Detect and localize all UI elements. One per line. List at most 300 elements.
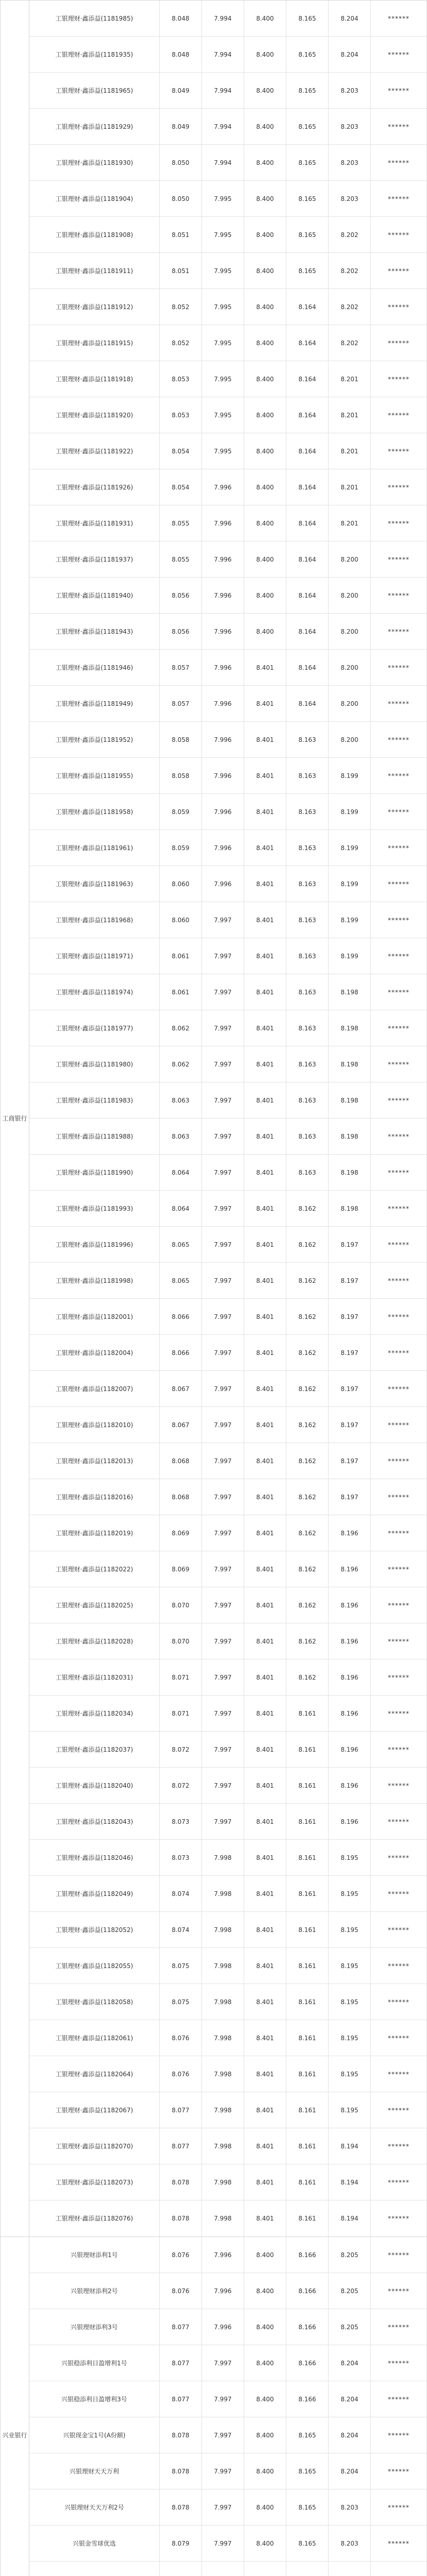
masked-value-cell: ****** [371,253,427,289]
value-cell-4: 8.161 [286,1732,329,1767]
product-name-cell: 工银理财·鑫添益(1181955) [29,758,160,793]
table-row [29,1046,427,1082]
masked-value-cell: ****** [371,1732,427,1767]
value-cell-5: 8.204 [329,2453,371,2489]
masked-value-cell: ****** [371,2164,427,2200]
value-cell-4: 8.164 [286,397,329,433]
table-row [29,1407,427,1443]
value-cell-4: 8.163 [286,722,329,757]
value-cell-5: 8.203 [329,181,371,216]
value-cell-3: 8.401 [244,1118,286,1154]
value-cell-1: 8.069 [160,1551,202,1587]
value-cell-3: 8.401 [244,1479,286,1515]
product-name-cell: 工银理财·鑫添益(1182013) [29,1443,160,1479]
value-cell-4: 8.163 [286,758,329,793]
value-cell-1: 8.065 [160,1263,202,1298]
product-name-cell: 兴银理财添利2号 [29,2273,160,2309]
value-cell-1: 8.070 [160,1623,202,1659]
masked-value-cell: ****** [371,1948,427,1984]
masked-value-cell: ****** [371,2309,427,2345]
value-cell-5: 8.199 [329,902,371,938]
value-cell-4: 8.166 [286,2345,329,2381]
value-cell-2: 7.997 [202,1046,244,1082]
masked-value-cell: ****** [371,1551,427,1587]
table-row [29,1804,427,1840]
value-cell-3: 8.401 [244,1263,286,1298]
value-cell-2: 7.995 [202,289,244,325]
value-cell-4 [286,2562,329,2576]
value-cell-1: 8.069 [160,1515,202,1551]
value-cell-3: 8.400 [244,2417,286,2453]
table-row [29,1876,427,1912]
table-row [29,469,427,505]
value-cell-5: 8.200 [329,614,371,649]
value-cell-4: 8.161 [286,2164,329,2200]
product-name-cell: 工银理财·鑫添益(1182076) [29,2200,160,2236]
table-row [29,1335,427,1371]
group-label: 兴业银行 [1,2237,29,2576]
value-cell-1: 8.053 [160,361,202,397]
value-cell-3: 8.400 [244,1,286,36]
value-cell-4: 8.162 [286,1587,329,1623]
product-name-cell: 工银理财·鑫添益(1181977) [29,1010,160,1046]
masked-value-cell: ****** [371,2453,427,2489]
table-row [29,722,427,758]
product-name-cell: 工银理财·鑫添益(1181993) [29,1191,160,1226]
value-cell-2: 7.997 [202,1371,244,1406]
masked-value-cell: ****** [371,830,427,866]
value-cell-1: 8.076 [160,2020,202,2056]
value-cell-5: 8.202 [329,325,371,361]
table-row [29,830,427,866]
value-cell-1: 8.052 [160,325,202,361]
table-row [29,1191,427,1227]
masked-value-cell: ****** [371,1046,427,1082]
product-name-cell: 工银理财·鑫添益(1182046) [29,1840,160,1875]
masked-value-cell: ****** [371,1,427,36]
masked-value-cell: ****** [371,794,427,829]
table-row [29,902,427,938]
value-cell-4: 8.163 [286,902,329,938]
table-row [29,758,427,794]
masked-value-cell: ****** [371,1407,427,1443]
value-cell-3: 8.400 [244,505,286,541]
value-cell-2: 7.998 [202,2020,244,2056]
masked-value-cell: ****** [371,1299,427,1334]
value-cell-3: 8.401 [244,902,286,938]
value-cell-1: 8.060 [160,902,202,938]
value-cell-1: 8.057 [160,686,202,721]
masked-value-cell: ****** [371,2417,427,2453]
value-cell-4: 8.164 [286,433,329,469]
table-row [29,2200,427,2236]
value-cell-3: 8.400 [244,433,286,469]
value-cell-4: 8.164 [286,505,329,541]
value-cell-4: 8.161 [286,2200,329,2236]
value-cell-3: 8.401 [244,1046,286,1082]
value-cell-1: 8.078 [160,2489,202,2525]
masked-value-cell: ****** [371,1010,427,1046]
table-row [29,109,427,145]
value-cell-5: 8.204 [329,2417,371,2453]
value-cell-4: 8.161 [286,1804,329,1839]
value-cell-3 [244,2562,286,2576]
value-cell-5: 8.194 [329,2200,371,2236]
product-name-cell: 工银理财·鑫添益(1181908) [29,217,160,252]
value-cell-3: 8.400 [244,181,286,216]
table-row [29,1263,427,1299]
table-row [29,2128,427,2164]
value-cell-2: 7.995 [202,361,244,397]
product-name-cell: 工银理财·鑫添益(1181988) [29,1118,160,1154]
value-cell-2: 7.996 [202,830,244,866]
value-cell-1: 8.048 [160,1,202,36]
value-cell-1: 8.070 [160,1587,202,1623]
value-cell-5: 8.200 [329,578,371,613]
table-row [29,145,427,181]
table-row [29,1984,427,2020]
value-cell-2: 7.995 [202,181,244,216]
value-cell-3: 8.401 [244,1659,286,1695]
value-cell-4: 8.161 [286,1876,329,1911]
value-cell-3: 8.401 [244,1912,286,1947]
value-cell-4: 8.162 [286,1191,329,1226]
value-cell-1: 8.063 [160,1082,202,1118]
value-cell-2: 7.997 [202,1768,244,1803]
value-cell-4: 8.166 [286,2381,329,2417]
product-name-cell: 工银理财·鑫添益(1181974) [29,974,160,1010]
masked-value-cell: ****** [371,433,427,469]
value-cell-1: 8.061 [160,974,202,1010]
value-cell-5 [329,2562,371,2576]
value-cell-5: 8.197 [329,1263,371,1298]
value-cell-5: 8.197 [329,1407,371,1443]
value-cell-5: 8.199 [329,830,371,866]
product-name-cell: 工银理财·鑫添益(1181915) [29,325,160,361]
value-cell-4: 8.165 [286,73,329,108]
value-cell-5: 8.196 [329,1659,371,1695]
product-name-cell: 工银理财·鑫添益(1181931) [29,505,160,541]
masked-value-cell: ****** [371,902,427,938]
value-cell-4: 8.163 [286,1010,329,1046]
table-row [29,614,427,650]
group-section [1,2237,427,2576]
value-cell-3: 8.401 [244,1082,286,1118]
value-cell-2: 7.996 [202,722,244,757]
product-name-cell: 工银理财·鑫添益(1181952) [29,722,160,757]
product-name-cell: 工银理财·鑫添益(1182040) [29,1768,160,1803]
value-cell-1: 8.068 [160,1479,202,1515]
value-cell-1: 8.076 [160,2056,202,2092]
value-cell-5: 8.203 [329,2526,371,2561]
value-cell-5: 8.196 [329,1696,371,1731]
value-cell-1: 8.066 [160,1335,202,1370]
value-cell-2: 7.996 [202,541,244,577]
value-cell-1: 8.049 [160,109,202,144]
value-cell-1: 8.067 [160,1371,202,1406]
product-name-cell: 工银理财·鑫添益(1181943) [29,614,160,649]
masked-value-cell: ****** [371,758,427,793]
value-cell-4: 8.162 [286,1335,329,1370]
masked-value-cell: ****** [371,578,427,613]
value-cell-2: 7.996 [202,505,244,541]
value-cell-5: 8.197 [329,1371,371,1406]
table-row [29,1948,427,1984]
value-cell-4: 8.166 [286,2273,329,2309]
value-cell-5: 8.195 [329,2056,371,2092]
masked-value-cell: ****** [371,109,427,144]
masked-value-cell: ****** [371,2020,427,2056]
value-cell-2: 7.996 [202,614,244,649]
value-cell-1: 8.062 [160,1046,202,1082]
value-cell-5: 8.194 [329,2128,371,2164]
value-cell-2: 7.997 [202,902,244,938]
group-rows [29,2237,427,2576]
table-row [29,1659,427,1696]
value-cell-4: 8.162 [286,1551,329,1587]
table-row [29,325,427,361]
value-cell-3: 8.400 [244,109,286,144]
value-cell-2: 7.997 [202,1082,244,1118]
value-cell-5: 8.198 [329,1118,371,1154]
table-row [29,1696,427,1732]
value-cell-1: 8.055 [160,505,202,541]
value-cell-5: 8.202 [329,217,371,252]
value-cell-1: 8.059 [160,830,202,866]
table-row [29,181,427,217]
value-cell-1: 8.064 [160,1191,202,1226]
value-cell-3: 8.401 [244,1191,286,1226]
value-cell-5: 8.198 [329,1155,371,1190]
value-cell-2: 7.996 [202,686,244,721]
table-row [29,938,427,974]
value-cell-3: 8.401 [244,1876,286,1911]
value-cell-2: 7.995 [202,217,244,252]
masked-value-cell: ****** [371,614,427,649]
product-name-cell: 工银理财·鑫添益(1182019) [29,1515,160,1551]
product-name-cell: 工银理财·鑫添益(1181930) [29,145,160,180]
value-cell-4: 8.163 [286,830,329,866]
value-cell-3: 8.400 [244,145,286,180]
product-name-cell: 工银理财·鑫添益(1182043) [29,1804,160,1839]
value-cell-5: 8.194 [329,2164,371,2200]
product-name-cell: 工银理财·鑫添益(1182070) [29,2128,160,2164]
group-label: 工商银行 [1,1,29,2236]
value-cell-4: 8.161 [286,1984,329,2020]
value-cell-5: 8.205 [329,2273,371,2309]
value-cell-3: 8.401 [244,2200,286,2236]
value-cell-2: 7.994 [202,145,244,180]
value-cell-5: 8.195 [329,2020,371,2056]
value-cell-4: 8.165 [286,2417,329,2453]
product-name-cell: 工银理财·鑫添益(1181990) [29,1155,160,1190]
value-cell-3: 8.401 [244,794,286,829]
value-cell-5: 8.197 [329,1443,371,1479]
value-cell-1: 8.066 [160,1299,202,1334]
masked-value-cell: ****** [371,1371,427,1406]
value-cell-4: 8.164 [286,578,329,613]
value-cell-5: 8.200 [329,686,371,721]
value-cell-2: 7.997 [202,2345,244,2381]
value-cell-3: 8.400 [244,2526,286,2561]
masked-value-cell: ****** [371,2237,427,2273]
value-cell-3: 8.401 [244,1299,286,1334]
value-cell-2: 7.998 [202,2056,244,2092]
value-cell-5: 8.205 [329,2309,371,2345]
table-row [29,1010,427,1046]
masked-value-cell: ****** [371,1912,427,1947]
value-cell-1: 8.077 [160,2092,202,2128]
masked-value-cell: ****** [371,1082,427,1118]
table-row [29,2562,427,2576]
masked-value-cell: ****** [371,650,427,685]
product-name-cell: 工银理财·鑫添益(1181946) [29,650,160,685]
value-cell-5: 8.199 [329,794,371,829]
value-cell-4: 8.162 [286,1371,329,1406]
value-cell-3: 8.401 [244,1443,286,1479]
table-row [29,361,427,397]
value-cell-3: 8.401 [244,2020,286,2056]
value-cell-4: 8.164 [286,541,329,577]
product-name-cell: 工银理财·鑫添益(1182061) [29,2020,160,2056]
value-cell-1: 8.071 [160,1659,202,1695]
table-row [29,1371,427,1407]
table-row [29,2056,427,2092]
table-row [29,1155,427,1191]
product-name-cell: 工银理财·鑫添益(1181996) [29,1227,160,1262]
table-row [29,866,427,902]
value-cell-5: 8.200 [329,722,371,757]
value-cell-3: 8.401 [244,1768,286,1803]
value-cell-1: 8.077 [160,2381,202,2417]
product-name-cell: 工银理财·鑫添益(1182010) [29,1407,160,1443]
value-cell-2: 7.997 [202,1191,244,1226]
value-cell-1: 8.063 [160,1118,202,1154]
value-cell-4: 8.163 [286,866,329,902]
value-cell-4: 8.161 [286,1948,329,1984]
value-cell-1: 8.079 [160,2526,202,2561]
value-cell-2: 7.995 [202,253,244,289]
value-cell-2: 7.995 [202,433,244,469]
value-cell-3: 8.400 [244,289,286,325]
masked-value-cell: ****** [371,1984,427,2020]
value-cell-4: 8.165 [286,37,329,72]
masked-value-cell: ****** [371,1227,427,1262]
table-row [29,2453,427,2489]
table-row [29,686,427,722]
value-cell-3: 8.401 [244,1010,286,1046]
value-cell-1: 8.064 [160,1155,202,1190]
value-cell-5: 8.201 [329,469,371,505]
product-name-cell: 工银理财·鑫添益(1181949) [29,686,160,721]
value-cell-5: 8.201 [329,361,371,397]
table-row [29,2417,427,2453]
value-cell-5: 8.199 [329,866,371,902]
masked-value-cell: ****** [371,1443,427,1479]
masked-value-cell: ****** [371,1623,427,1659]
value-cell-2: 7.997 [202,2526,244,2561]
product-name-cell: 工银理财·鑫添益(1181980) [29,1046,160,1082]
value-cell-2: 7.998 [202,1912,244,1947]
masked-value-cell: ****** [371,2128,427,2164]
value-cell-3: 8.400 [244,217,286,252]
value-cell-1: 8.055 [160,541,202,577]
masked-value-cell: ****** [371,1515,427,1551]
masked-value-cell: ****** [371,1335,427,1370]
product-name-cell: 兴银理财天天万利 [29,2453,160,2489]
group-rows [29,1,427,2236]
product-name-cell: 工银理财·鑫添益(1181998) [29,1263,160,1298]
value-cell-5: 8.197 [329,1227,371,1262]
value-cell-2: 7.997 [202,1696,244,1731]
value-cell-3: 8.400 [244,2453,286,2489]
product-name-cell: 工银理财·鑫添益(1181918) [29,361,160,397]
value-cell-3: 8.400 [244,37,286,72]
value-cell-4: 8.165 [286,2489,329,2525]
value-cell-4: 8.161 [286,1696,329,1731]
product-name-cell: 工银理财·鑫添益(1181958) [29,794,160,829]
masked-value-cell: ****** [371,397,427,433]
value-cell-4: 8.161 [286,1768,329,1803]
masked-value-cell: ****** [371,2381,427,2417]
value-cell-5: 8.196 [329,1768,371,1803]
value-cell-1: 8.073 [160,1840,202,1875]
value-cell-4: 8.166 [286,2309,329,2345]
value-cell-3: 8.400 [244,2381,286,2417]
value-cell-3: 8.400 [244,614,286,649]
table-row [29,37,427,73]
value-cell-2: 7.996 [202,2309,244,2345]
value-cell-3: 8.400 [244,73,286,108]
value-cell-4: 8.163 [286,1155,329,1190]
value-cell-1: 8.076 [160,2237,202,2273]
table-row [29,2309,427,2345]
masked-value-cell: ****** [371,181,427,216]
value-cell-1: 8.049 [160,73,202,108]
value-cell-1 [160,2562,202,2576]
table-row [29,1551,427,1587]
masked-value-cell [371,2562,427,2576]
masked-value-cell: ****** [371,73,427,108]
value-cell-5: 8.198 [329,1046,371,1082]
product-name-cell: 工银理财·鑫添益(1182016) [29,1479,160,1515]
value-cell-1: 8.051 [160,253,202,289]
value-cell-5: 8.203 [329,145,371,180]
product-name-cell: 工银理财·鑫添益(1181971) [29,938,160,974]
value-cell-3: 8.401 [244,1515,286,1551]
value-cell-5: 8.195 [329,2092,371,2128]
masked-value-cell: ****** [371,505,427,541]
value-cell-5: 8.195 [329,1840,371,1875]
table-row [29,1479,427,1515]
product-name-cell: 工银理财·鑫添益(1182073) [29,2164,160,2200]
value-cell-1: 8.050 [160,181,202,216]
value-cell-5: 8.202 [329,289,371,325]
value-cell-3: 8.401 [244,758,286,793]
product-name-cell: 工银理财·鑫添益(1182037) [29,1732,160,1767]
value-cell-5: 8.201 [329,397,371,433]
product-name-cell: 工银理财·鑫添益(1181940) [29,578,160,613]
value-cell-4: 8.164 [286,650,329,685]
product-name-cell: 工银理财·鑫添益(1182067) [29,2092,160,2128]
value-cell-3: 8.401 [244,2056,286,2092]
value-cell-1: 8.072 [160,1732,202,1767]
value-cell-3: 8.401 [244,1371,286,1406]
product-name-cell: 兴银金雪球优选 [29,2526,160,2561]
masked-value-cell: ****** [371,974,427,1010]
value-cell-2: 7.997 [202,1263,244,1298]
product-name-cell: 兴银理财添利3号 [29,2309,160,2345]
